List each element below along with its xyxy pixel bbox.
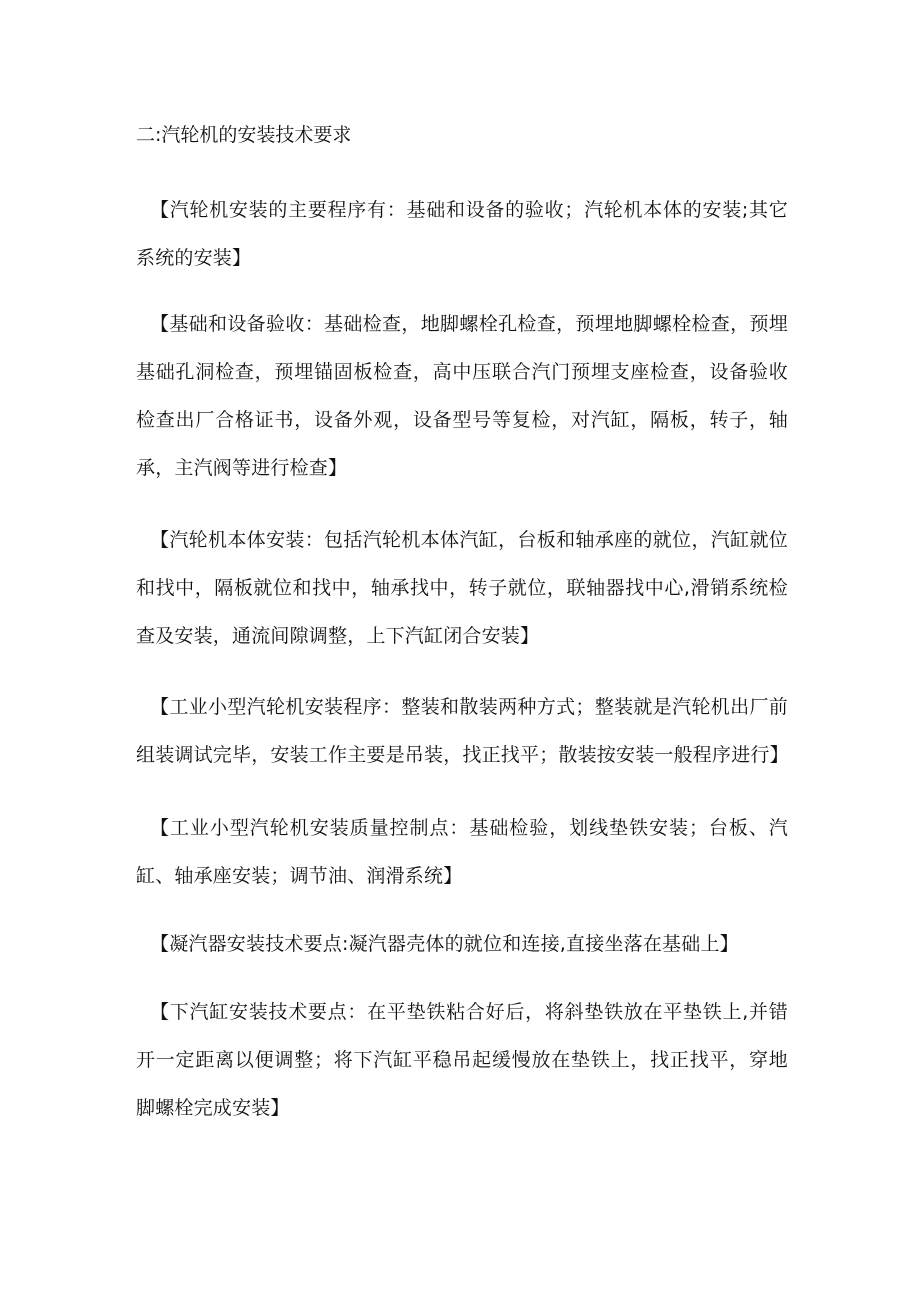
section-heading: 二:汽轮机的安装技术要求 xyxy=(136,124,352,146)
paragraph-foundation-acceptance: 【基础和设备验收：基础检查，地脚螺栓孔检查，预埋地脚螺栓检查，预埋基础孔洞检查，预埋锚固板检查，高中压联合汽门预埋支座检查，设备验收检查出厂合格证书，设备外观，设备型号等复检，对汽缸，隔板，转子，轴承，主汽阀等进行检查】 xyxy=(136,313,788,479)
paragraph-installation-procedure: 【汽轮机安装的主要程序有：基础和设备的验收；汽轮机本体的安装;其它系统的安装】 xyxy=(136,199,788,269)
paragraph-lower-cylinder-installation: 【下汽缸安装技术要点：在平垫铁粘合好后，将斜垫铁放在平垫铁上,并错开一定距离以便调整；将下汽缸平稳吊起缓慢放在垫铁上，找正找平，穿地脚螺栓完成安装】 xyxy=(136,1001,788,1119)
paragraph-quality-control-points: 【工业小型汽轮机安装质量控制点：基础检验，划线垫铁安装；台板、汽缸、轴承座安装；调节油、润滑系统】 xyxy=(136,817,788,887)
paragraph-condenser-installation: 【凝汽器安装技术要点:凝汽器壳体的就位和连接,直接坐落在基础上】 xyxy=(150,933,739,955)
paragraph-small-turbine-procedure: 【工业小型汽轮机安装程序：整装和散装两种方式；整装就是汽轮机出厂前组装调试完毕，安装工作主要是吊装，找正找平；散装按安装一般程序进行】 xyxy=(136,696,789,766)
paragraph-turbine-body-installation: 【汽轮机本体安装：包括汽轮机本体汽缸，台板和轴承座的就位，汽缸就位和找中，隔板就位和找中，轴承找中，转子就位，联轴器找中心,滑销系统检查及安装，通流间隙调整，上下汽缸闭合安装】 xyxy=(136,529,788,647)
